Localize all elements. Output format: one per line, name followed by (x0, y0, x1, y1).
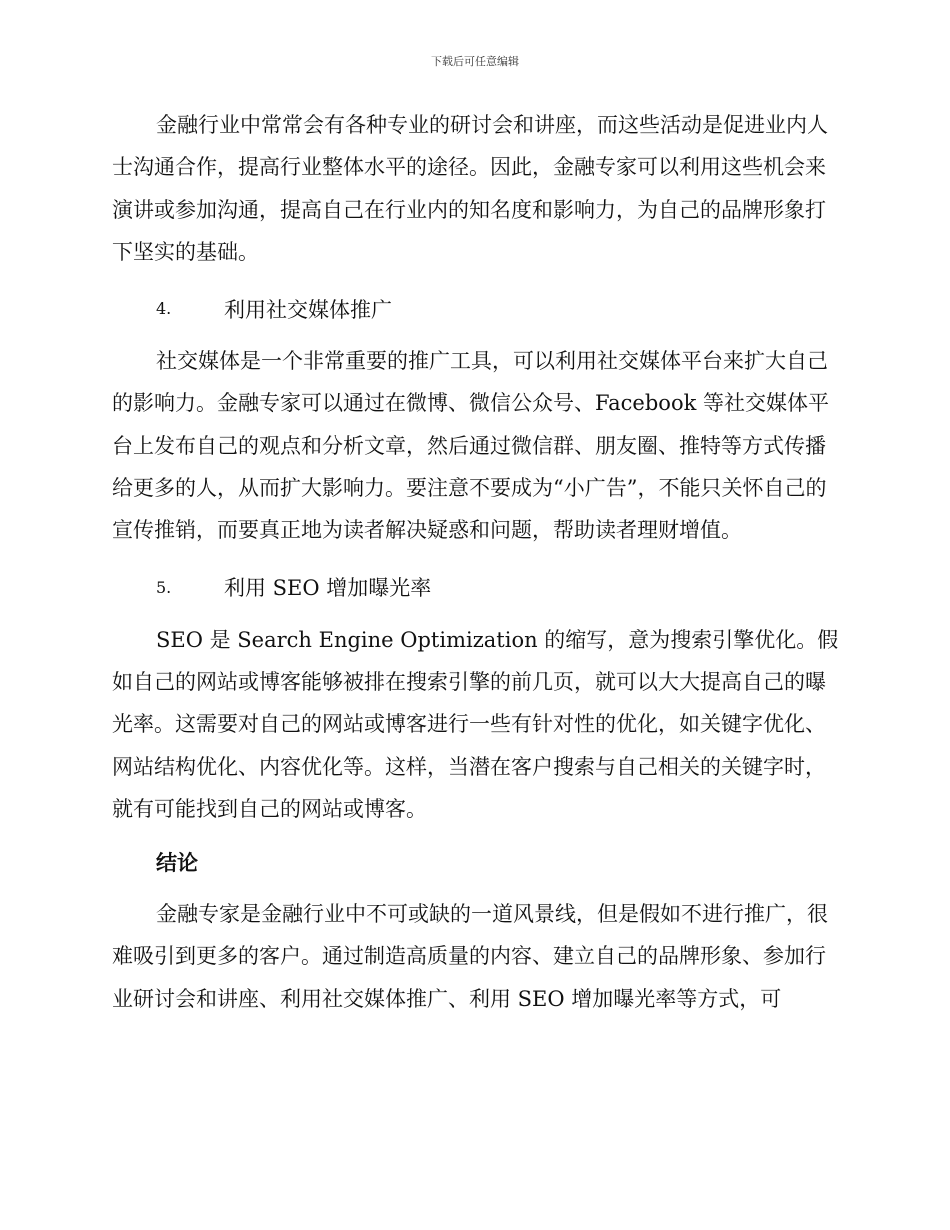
document-body (112, 104, 840, 1020)
page-header: 下载后可任意编辑 (431, 55, 519, 68)
paragraph-seo: SEO 是 Search Engine Optimization 的缩写，意为搜索引擎优化。假如自己的网站或博客能够被排在搜索引擎的前几页，就可以大大提高自己的曝光率。这需要对自己的网站或博客进行一些有针对性的优化，如关键字优化、网站结构优化、内容优化等。这样，当潜在客户搜索与自己相关的关键字时，就有可能找到自己的网站或博客。 (112, 627, 839, 821)
list-item-title: 利用社交媒体推广 (224, 297, 392, 322)
paragraph-conclusion: 金融专家是金融行业中不可或缺的一道风景线，但是假如不进行推广，很难吸引到更多的客户。通过制造高质量的内容、建立自己的品牌形象、参加行业研讨会和讲座、利用社交媒体推广、利用 SEO 增加曝光率等方式，可 (112, 902, 828, 1011)
list-item-5 (112, 556, 840, 619)
list-item-title: 利用 SEO 增加曝光率 (224, 576, 432, 601)
paragraph-social-media: 社交媒体是一个非常重要的推广工具，可以利用社交媒体平台来扩大自己的影响力。金融专家可以通过在微博、微信公众号、Facebook 等社交媒体平台上发布自己的观点和分析文章，然后通过微信群、朋友圈、推特等方式传播给更多的人，从而扩大影响力。要注意不要成为“小广告”，不能只关怀自己的宣传推销，而要真正地为读者解决疑惑和问题，帮助读者理财增值。 (112, 349, 829, 543)
list-item-4 (112, 277, 840, 340)
paragraph-seminars: 金融行业中常常会有各种专业的研讨会和讲座，而这些活动是促进业内人士沟通合作，提高行业整体水平的途径。因此，金融专家可以利用这些机会来演讲或参加沟通，提高自己在行业内的知名度和影响力，为自己的品牌形象打下坚实的基础。 (112, 113, 828, 264)
list-item-number: 4. (156, 299, 172, 319)
list-item-number: 5. (156, 577, 172, 597)
section-heading-conclusion: 结论 (156, 850, 198, 875)
